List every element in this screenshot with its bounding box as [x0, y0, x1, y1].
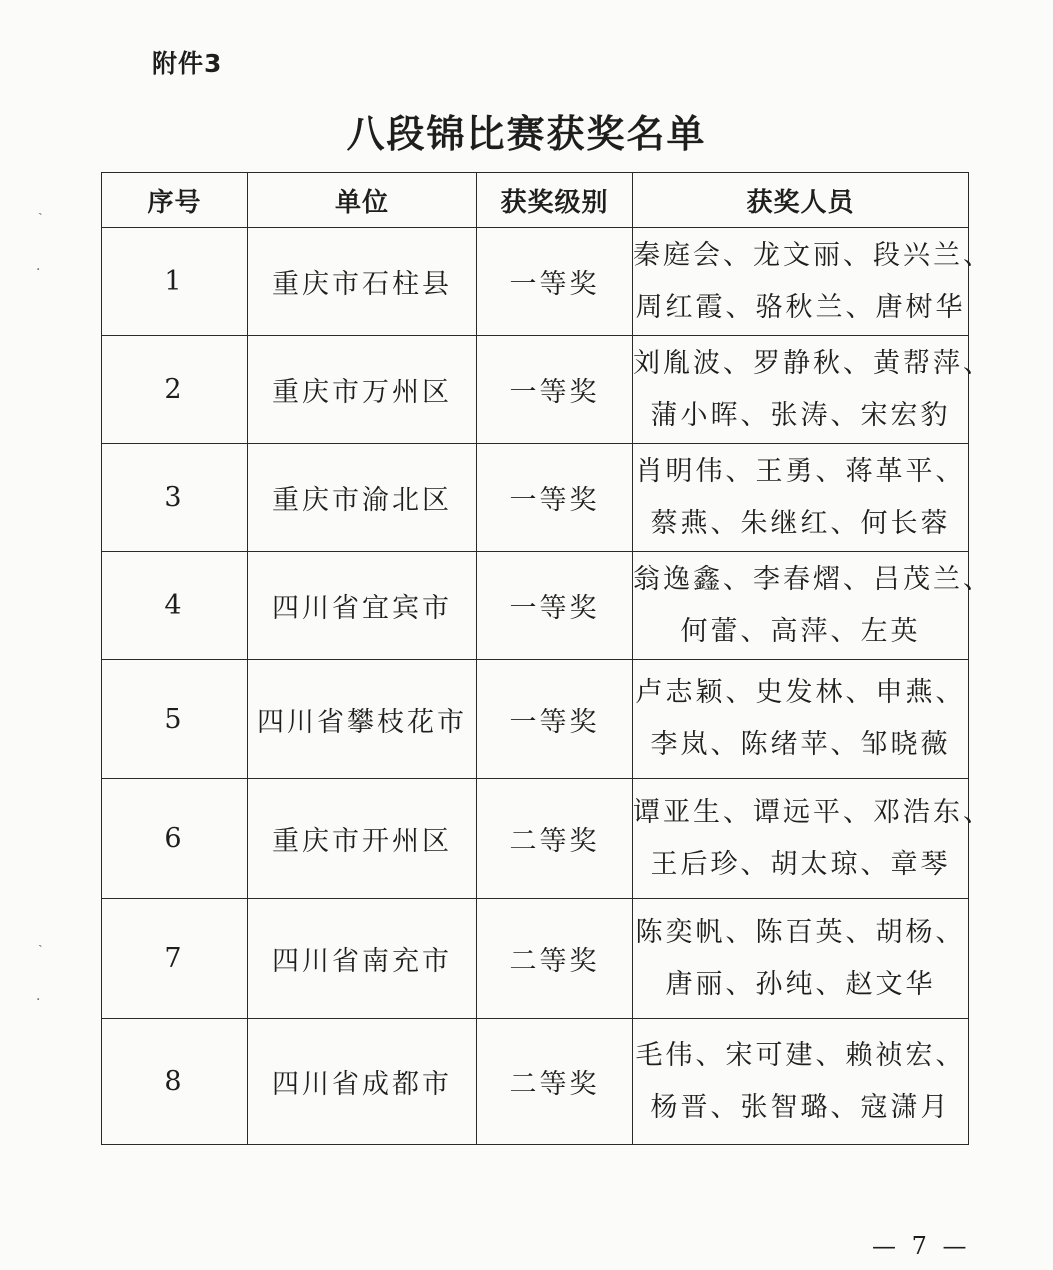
winners-line: 肖明伟、王勇、蒋革平、: [635, 455, 966, 487]
table-row: [102, 336, 969, 444]
table-header-row: [102, 173, 969, 228]
row-winners: [633, 336, 993, 444]
column-header-index: 序号: [102, 173, 248, 228]
winners-line: 蒲小晖、张涛、宋宏豹: [650, 399, 951, 431]
page-number: — 7 —: [872, 1232, 971, 1260]
table-row: [102, 1019, 969, 1145]
row-winners: [633, 444, 969, 552]
row-index: 6: [102, 779, 248, 899]
row-winners: [633, 228, 993, 336]
table-row: [102, 552, 969, 660]
winners-line: 杨晋、张智璐、寇潇月: [650, 1091, 951, 1123]
row-index: 5: [102, 660, 248, 779]
column-header-award-level: 获奖级别: [477, 173, 633, 228]
winners-line: 李岚、陈绪苹、邹晓薇: [650, 729, 951, 760]
scan-speck: ·: [36, 262, 41, 278]
row-award-level: 二等奖: [477, 899, 633, 1019]
document-title: 八段锦比赛获奖名单: [346, 112, 707, 156]
row-unit: 重庆市渝北区: [248, 444, 477, 552]
row-unit: 四川省攀枝花市: [248, 660, 477, 779]
row-unit: 四川省成都市: [248, 1019, 477, 1145]
table-row: [102, 228, 969, 336]
winners-line: 陈奕帆、陈百英、胡杨、: [635, 916, 966, 948]
winners-line: 蔡燕、朱继红、何长蓉: [650, 507, 951, 539]
scan-speck: ·: [36, 992, 41, 1008]
row-index: 3: [102, 444, 248, 552]
attachment-label: 附件3: [152, 49, 223, 78]
awards-table: [101, 172, 993, 1145]
row-winners: [633, 660, 969, 779]
row-award-level: 一等奖: [477, 228, 633, 336]
winners-line: 翁逸鑫、李春熠、吕茂兰、: [633, 563, 993, 595]
table-row: [102, 660, 969, 779]
row-award-level: 二等奖: [477, 779, 633, 899]
row-award-level: 二等奖: [477, 1019, 633, 1145]
scan-speck: ˎ: [38, 932, 43, 948]
winners-line: 毛伟、宋可建、赖祯宏、: [635, 1039, 966, 1071]
row-unit: 重庆市万州区: [248, 336, 477, 444]
winners-line: 唐丽、孙纯、赵文华: [665, 968, 936, 1000]
row-index: 4: [102, 552, 248, 660]
winners-line: 王后珍、胡太琼、章琴: [650, 848, 951, 880]
row-award-level: 一等奖: [477, 444, 633, 552]
table-row: [102, 899, 969, 1019]
winners-line: 谭亚生、谭远平、邓浩东、: [633, 796, 993, 828]
scan-speck: ˎ: [38, 200, 43, 216]
row-unit: 四川省南充市: [248, 899, 477, 1019]
row-award-level: 一等奖: [477, 552, 633, 660]
row-award-level: 一等奖: [477, 660, 633, 779]
row-index: 2: [102, 336, 248, 444]
row-index: 1: [102, 228, 248, 336]
winners-line: 刘胤波、罗静秋、黄帮萍、: [633, 347, 993, 379]
table-row: [102, 779, 969, 899]
row-unit: 四川省宜宾市: [248, 552, 477, 660]
row-winners: [633, 899, 969, 1019]
row-winners: [633, 779, 993, 899]
row-winners: [633, 1019, 969, 1145]
row-unit: 重庆市开州区: [248, 779, 477, 899]
winners-line: 秦庭会、龙文丽、段兴兰、: [633, 239, 993, 271]
row-index: 8: [102, 1019, 248, 1145]
row-unit: 重庆市石柱县: [248, 228, 477, 336]
winners-line: 何蕾、高萍、左英: [680, 615, 921, 647]
row-index: 7: [102, 899, 248, 1019]
row-award-level: 一等奖: [477, 336, 633, 444]
row-winners: [633, 552, 993, 660]
column-header-unit: 单位: [248, 173, 477, 228]
table-row: [102, 444, 969, 552]
column-header-winners: 获奖人员: [633, 173, 969, 228]
winners-line: 卢志颖、史发林、申燕、: [635, 677, 966, 708]
winners-line: 周红霞、骆秋兰、唐树华: [635, 291, 966, 323]
